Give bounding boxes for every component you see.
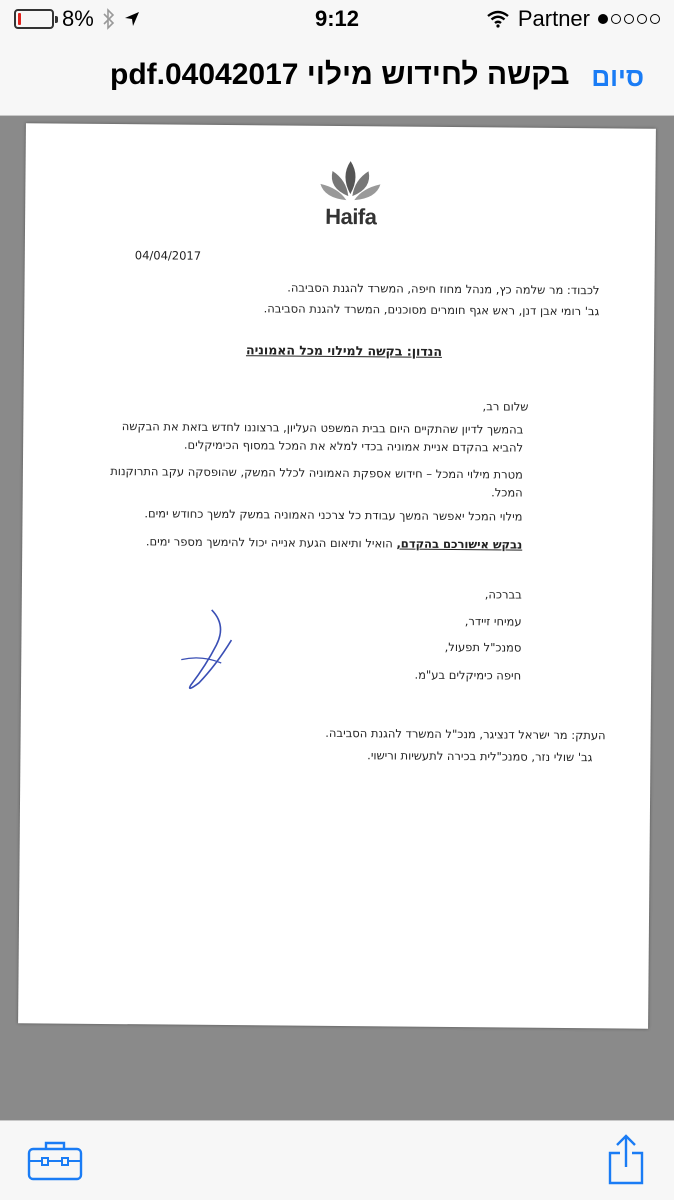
pdf-page [18,123,656,1028]
share-icon [606,1133,646,1185]
battery-percent: 8% [62,6,94,31]
done-button[interactable]: סיום [591,62,644,92]
logo-wordmark: Haifa [325,203,377,230]
signal-strength-icon [598,14,660,24]
status-bar [0,0,674,36]
navigation-bar [0,36,674,116]
cc-line-1: העתק: מר ישראל דנציגר, מנכ"ל המשרד להגנת הסביבה. [325,725,606,743]
cc-line-2: גב' שולי נזר, סמנכ"לית בכירה לתעשיות ורישוי. [367,748,593,765]
closing-greeting: בברכה, [484,587,522,602]
wifi-icon [486,10,510,28]
toolbox-button[interactable] [26,1137,84,1183]
request-line [146,534,523,551]
paragraph-3: מילוי המכל יאפשר המשך עבודת כל צרכני האמוניה במשק למשך כחודש ימים. [144,506,523,524]
paragraph-1-line-1: בהמשך לדיון שהתקיים היום בבית המשפט העליון, ברצוננו לחדש בזאת את הבקשה [121,419,524,437]
paragraph-1-line-2: להביא בהקדם אניית אמוניה בכדי למלא את המכל במסוף הכימיקלים. [183,437,524,455]
request-emphasis: נבקש אישורכם בהקדם, [396,536,523,552]
toolbox-icon [26,1137,84,1183]
letter-date: 04/04/2017 [134,248,202,263]
letter-greeting: שלום רב, [482,399,529,414]
document-title: pdf.04042017 בקשה לחידוש מילוי [110,58,570,91]
signer-company: חיפה כימיקלים בע"מ. [414,667,522,683]
signer-name: עמיחי זיידר, [464,614,522,629]
handwritten-signature [171,605,242,696]
pdf-viewer[interactable] [0,116,674,1120]
paragraph-2-line-2: המכל. [491,485,523,500]
addressee-line-2: גב' רומי אבן דנן, ראש אגף חומרים מסוכנים, המשרד להגנת הסביבה. [263,301,600,319]
status-time: 9:12 [314,6,360,31]
carrier-name: Partner [517,6,590,31]
share-button[interactable] [606,1133,646,1185]
signer-title: סמנכ"ל תפעול, [444,639,522,655]
paragraph-2-line-1: מטרת מילוי המכל – חידוש אספקת האמוניה לכלל המשק, שהופסקה עקב התרוקנות [110,464,523,482]
request-rest: הואיל ותיאום הגעת אנייה יכול להימשך מספר ימים. [145,534,397,551]
status-right [486,6,660,32]
letter-subject: הנדון: בקשה למילוי מכל האמוניה [245,342,443,359]
bottom-toolbar [0,1120,674,1200]
haifa-logo [310,156,391,247]
addressee-line-1: לכבוד: מר שלמה כץ, מנהל מחוז חיפה, המשרד להגנת הסביבה. [287,280,600,298]
